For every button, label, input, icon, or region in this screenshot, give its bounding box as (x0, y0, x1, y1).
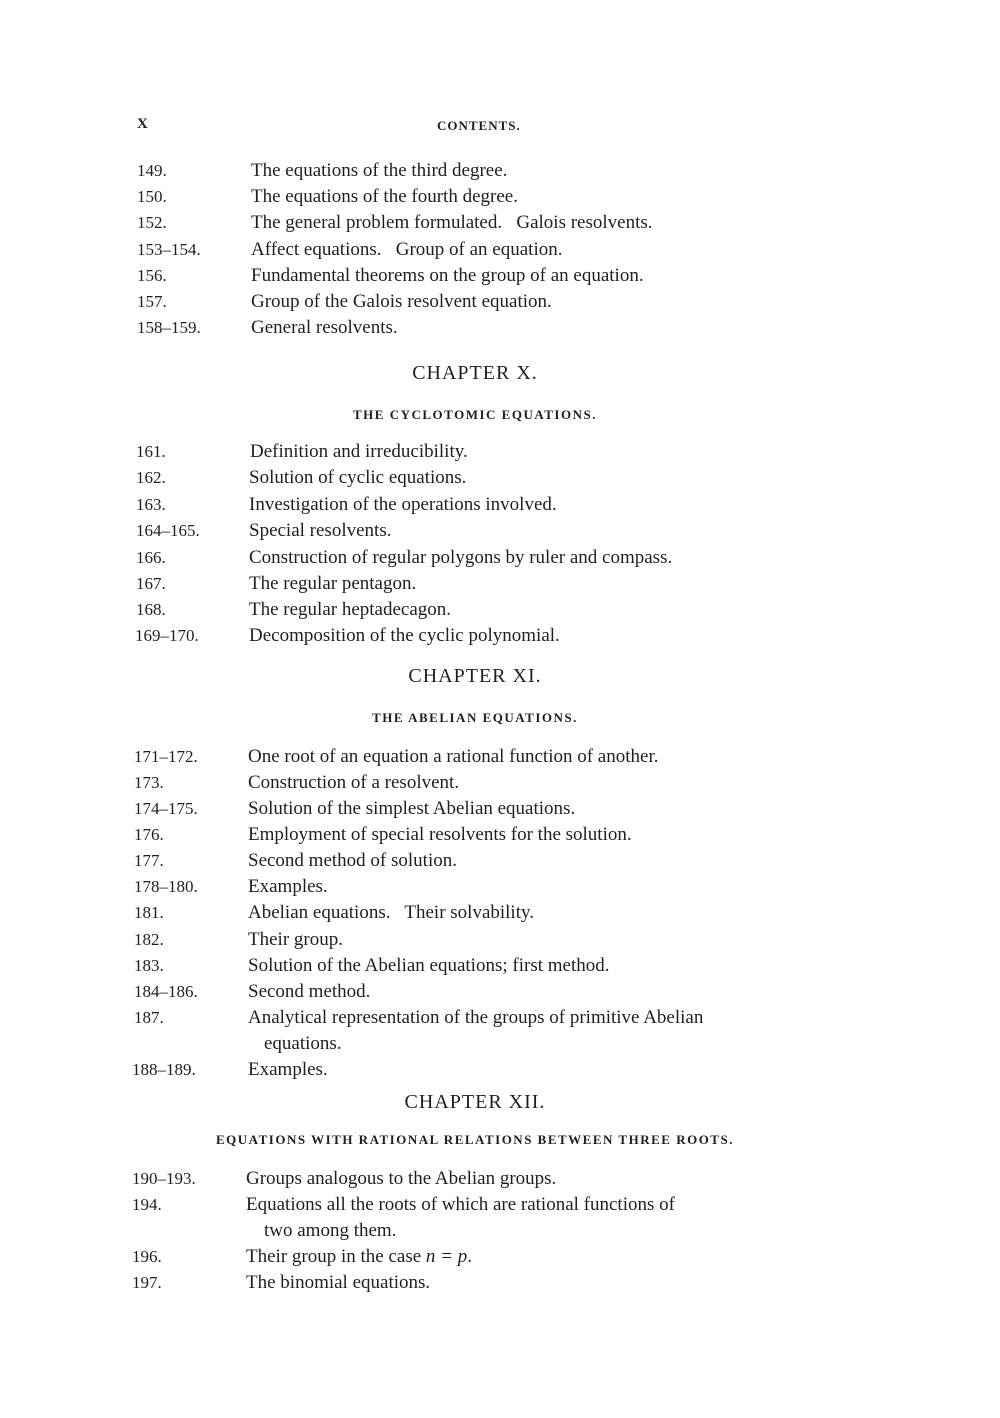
section-number: 150. (137, 187, 167, 206)
section-number: 188–189. (132, 1060, 196, 1079)
section-number: 196. (132, 1247, 162, 1266)
section-number: 184–186. (134, 982, 198, 1001)
section-title: Equations all the roots of which are rational functions of (246, 1194, 675, 1215)
section-number: 174–175. (134, 799, 198, 818)
section-number: 157. (137, 292, 167, 311)
section-number: 171–172. (134, 747, 198, 766)
section-number: 161. (136, 442, 166, 461)
section-number: 152. (137, 213, 167, 232)
page-number: X (137, 116, 149, 132)
section-number: 194. (132, 1195, 162, 1214)
section-number: 164–165. (136, 521, 200, 540)
section-number: 156. (137, 266, 167, 285)
chapter-title: EQUATIONS WITH RATIONAL RELATIONS BETWEEN THREE ROOTS. (216, 1132, 734, 1147)
section-title: The binomial equations. (246, 1272, 431, 1293)
section-title: Solution of cyclic equations. (249, 467, 467, 488)
section-number: 182. (134, 930, 164, 949)
section-title (246, 1244, 472, 1270)
section-title: The equations of the third degree. (251, 160, 508, 181)
section-number: 173. (134, 773, 164, 792)
section-title: The regular pentagon. (249, 573, 417, 594)
section-title: Abelian equations. Their solvability. (248, 902, 535, 923)
section-title: Affect equations. Group of an equation. (251, 239, 563, 260)
section-number: 177. (134, 851, 164, 870)
section-title: Second method of solution. (248, 850, 457, 871)
section-title: Solution of the Abelian equations; first method. (248, 955, 610, 976)
section-title-continuation: two among them. (264, 1220, 397, 1241)
section-number: 197. (132, 1273, 162, 1292)
section-title: Analytical representation of the groups of primitive Abelian (248, 1007, 704, 1028)
section-title: The equations of the fourth degree. (251, 186, 518, 207)
section-number: 181. (134, 903, 164, 922)
section-number: 162. (136, 468, 166, 487)
section-title: Examples. (248, 876, 328, 897)
section-title: Construction of regular polygons by ruler and compass. (249, 547, 673, 568)
section-title: Employment of special resolvents for the solution. (248, 824, 632, 845)
section-title: Solution of the simplest Abelian equations. (248, 798, 576, 819)
section-title: The regular heptadecagon. (249, 599, 452, 620)
section-number: 166. (136, 548, 166, 567)
section-title: Their group. (248, 929, 343, 950)
section-number: 163. (136, 495, 166, 514)
section-number: 168. (136, 600, 166, 619)
title-text-end: . (467, 1246, 472, 1267)
running-title: CONTENTS. (437, 118, 521, 133)
section-title: Special resolvents. (249, 520, 392, 541)
section-title: Group of the Galois resolvent equation. (251, 291, 552, 312)
section-title: Examples. (248, 1059, 328, 1080)
section-title: One root of an equation a rational function of another. (248, 746, 659, 767)
section-title: Groups analogous to the Abelian groups. (246, 1168, 557, 1189)
running-head (137, 116, 837, 140)
section-title: Fundamental theorems on the group of an equation. (251, 265, 644, 286)
math-expression: n = p (425, 1246, 468, 1267)
chapter-heading: CHAPTER X. (412, 362, 538, 384)
section-number: 167. (136, 574, 166, 593)
section-number: 169–170. (135, 626, 199, 645)
section-title: Investigation of the operations involved. (249, 494, 557, 515)
section-title: Second method. (248, 981, 371, 1002)
section-number: 183. (134, 956, 164, 975)
section-number: 153–154. (137, 240, 201, 259)
section-title: Decomposition of the cyclic polynomial. (249, 625, 560, 646)
chapter-heading: CHAPTER XII. (404, 1091, 546, 1113)
section-title: Definition and irreducibility. (250, 441, 468, 462)
section-title: General resolvents. (251, 317, 398, 338)
section-number: 176. (134, 825, 164, 844)
section-number: 149. (137, 161, 167, 180)
section-number: 190–193. (132, 1169, 196, 1188)
chapter-heading: CHAPTER XI. (408, 665, 542, 687)
section-number: 187. (134, 1008, 164, 1027)
chapter-title: THE CYCLOTOMIC EQUATIONS. (353, 407, 597, 422)
chapter-title: THE ABELIAN EQUATIONS. (372, 710, 578, 725)
section-title: Construction of a resolvent. (248, 772, 460, 793)
title-text: Their group in the case (246, 1246, 426, 1267)
section-title: The general problem formulated. Galois resolvents. (251, 212, 653, 233)
section-number: 158–159. (137, 318, 201, 337)
section-number: 178–180. (134, 877, 198, 896)
section-title-continuation: equations. (264, 1033, 342, 1054)
